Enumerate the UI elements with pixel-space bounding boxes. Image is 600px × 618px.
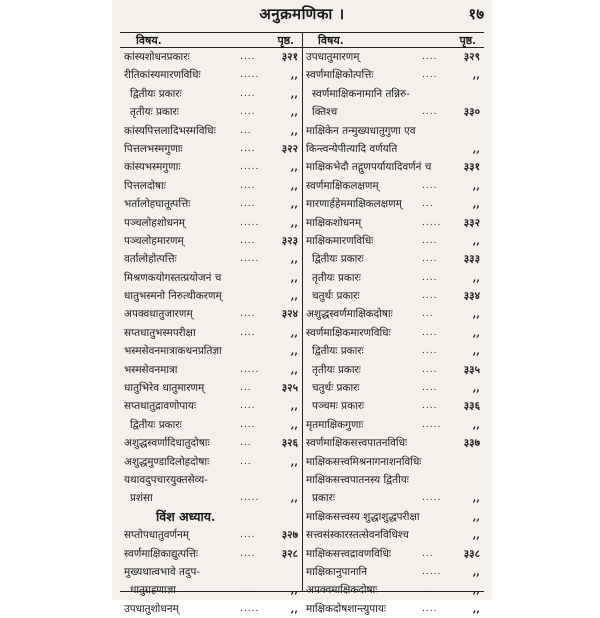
entry-page: ,, <box>290 161 298 174</box>
index-entry <box>120 361 302 379</box>
index-page <box>112 0 492 615</box>
entry-page: ३३६ <box>463 400 480 413</box>
index-entry <box>302 214 484 232</box>
index-entry <box>120 526 302 544</box>
index-entry <box>120 563 302 581</box>
index-entry <box>120 287 302 305</box>
entry-subject: माक्षिकसत्त्वस्य शुद्धाशुद्धपरीक्षा <box>306 510 420 523</box>
entry-subject: धातुभस्मनो निरुत्थीकरणम् <box>124 290 222 303</box>
leader-dots: ..... <box>422 217 442 228</box>
entry-page: ,, <box>290 179 298 192</box>
index-entry <box>302 177 484 195</box>
left-column-header <box>120 33 302 48</box>
leader-dots: .... <box>240 180 256 191</box>
entry-page: ,, <box>472 234 480 247</box>
entry-page: ,, <box>472 271 480 284</box>
index-entry <box>120 581 302 599</box>
entry-page: ,, <box>472 345 480 358</box>
entry-page: ,, <box>472 584 480 597</box>
leader-dots: ... <box>240 438 252 449</box>
index-entry <box>302 250 484 268</box>
entry-page: ३३१ <box>463 161 480 174</box>
entry-page: ,, <box>290 345 298 358</box>
entry-subject: कांस्यशोधनप्रकारः <box>124 51 190 63</box>
leader-dots: .... <box>422 107 438 118</box>
entry-subject: माक्षिकभेदौ तद्गुणपर्यायादिवर्णनं च <box>306 161 432 174</box>
entry-subject: मिश्रणकयोगस्तत्प्रयोजनं च <box>124 271 222 284</box>
entry-page: ,, <box>290 253 298 266</box>
leader-dots: .... <box>240 199 256 210</box>
leader-dots: ... <box>422 309 434 320</box>
leader-dots: .... <box>240 235 256 246</box>
index-entry <box>120 250 302 268</box>
entry-page: ,, <box>290 418 298 431</box>
index-entry <box>120 140 302 158</box>
entry-page: ,, <box>290 290 298 303</box>
entry-subject: अशुद्धस्वर्णादिधातुदोषाः <box>124 437 210 450</box>
entry-subject: द्वितीयः प्रकारः <box>312 253 364 266</box>
index-entry <box>120 545 302 563</box>
entry-subject: सप्तधातुद्रावणोपायः <box>124 400 197 413</box>
leader-dots: .... <box>240 530 256 541</box>
index-entry <box>302 526 484 544</box>
entry-page: ,, <box>290 492 298 505</box>
entry-subject: अपक्वमाक्षिकदोषाः <box>306 584 378 597</box>
entry-subject: स्वर्णमाक्षिकाद्युत्पत्तिः <box>124 547 198 560</box>
right-entries <box>302 48 484 618</box>
entry-subject: स्वर्णमाक्षिकलक्षणम् <box>306 179 379 192</box>
index-entry <box>302 342 484 360</box>
index-entry <box>302 66 484 84</box>
index-entry <box>302 85 484 103</box>
right-column <box>302 33 484 615</box>
leader-dots: .... <box>422 180 438 191</box>
index-entry <box>302 489 484 507</box>
entry-page: ,, <box>472 326 480 339</box>
leader-dots: .... <box>240 419 256 430</box>
index-entry <box>120 103 302 121</box>
leader-dots: .... <box>240 309 256 320</box>
leader-dots: ..... <box>240 70 260 81</box>
entry-page: ,, <box>472 492 480 505</box>
entry-subject: अपक्वधातुजारणम् <box>124 308 193 321</box>
leader-dots: ..... <box>422 493 442 504</box>
index-entry <box>120 85 302 103</box>
leader-dots: .... <box>240 327 256 338</box>
index-entry <box>302 103 484 121</box>
index-entry <box>120 397 302 415</box>
entry-page: ३३७ <box>463 437 480 450</box>
index-entry <box>120 214 302 232</box>
entry-page: ,, <box>290 69 298 82</box>
leader-dots: ..... <box>422 419 442 430</box>
entry-subject: पञ्चलोहमारणम् <box>124 234 184 247</box>
entry-subject: मारणार्हहेममाक्षिकलक्षणम् <box>306 198 402 211</box>
entry-subject: सप्तधातुभस्मपरीक्षा <box>124 326 196 339</box>
index-entry <box>120 66 302 84</box>
leader-dots: .... <box>422 383 438 394</box>
entry-page: ३२५ <box>281 382 298 395</box>
index-entry <box>120 416 302 434</box>
entry-page: ,, <box>290 198 298 211</box>
entry-subject: स्वर्णमाक्षिकसत्त्वपातनविधिः <box>306 437 408 450</box>
leader-dots: ... <box>422 548 434 559</box>
left-column <box>120 33 303 615</box>
leader-dots: ..... <box>422 566 442 577</box>
page-heading: पृष्ठ. <box>277 34 294 47</box>
entry-subject: विंश अध्याय. <box>156 508 216 524</box>
entry-page: ,, <box>472 69 480 82</box>
entry-subject: पित्तलदोषाः <box>124 179 166 192</box>
entry-page: ३३८ <box>463 547 480 560</box>
index-entry <box>120 232 302 250</box>
entry-page: ,, <box>472 602 480 615</box>
entry-page: ३३० <box>463 106 480 119</box>
index-entry <box>302 563 484 581</box>
entry-page: ,, <box>472 510 480 523</box>
subject-heading: विषय. <box>318 34 344 47</box>
index-entry <box>302 581 484 599</box>
leader-dots: ..... <box>240 217 260 228</box>
entry-page: ३३५ <box>463 363 480 376</box>
entry-page: ३३४ <box>463 290 480 303</box>
leader-dots: ... <box>422 199 434 210</box>
index-entry <box>302 471 484 489</box>
leader-dots: ..... <box>240 603 260 614</box>
entry-page: ३२७ <box>281 529 298 542</box>
entry-page: ,, <box>290 271 298 284</box>
entry-subject: तृतीयः प्रकारः <box>130 106 179 119</box>
entry-subject: द्वितीयः प्रकारः <box>130 418 182 431</box>
entry-page: ३२४ <box>281 308 298 321</box>
entry-subject: पित्तलभस्मगुणाः <box>124 142 183 155</box>
index-entry <box>120 489 302 507</box>
leader-dots: .... <box>240 401 256 412</box>
subject-heading: विषय. <box>136 34 162 47</box>
index-entry <box>120 48 302 66</box>
entry-subject: द्वितीयः प्रकारः <box>130 87 182 100</box>
leader-dots: .... <box>422 401 438 412</box>
entry-subject: माक्षिकानुपानानि <box>306 565 367 578</box>
right-column-header <box>302 33 484 48</box>
entry-page: ३२३ <box>281 234 298 247</box>
entry-subject: तृतीयः प्रकारः <box>312 271 361 284</box>
index-entry <box>120 305 302 323</box>
index-entry <box>302 508 484 526</box>
index-entry <box>302 48 484 66</box>
index-entry <box>120 324 302 342</box>
entry-page: ,, <box>290 326 298 339</box>
leader-dots: .... <box>240 52 256 62</box>
leader-dots: .... <box>240 143 256 154</box>
entry-subject: स्वर्णमाक्षिकोत्पत्तिः <box>306 69 374 82</box>
entry-subject: कांस्यभस्मगुणाः <box>124 161 181 174</box>
index-entry <box>120 195 302 213</box>
entry-page: ३२२ <box>281 142 298 155</box>
entry-page: ,, <box>290 216 298 229</box>
left-entries <box>120 48 302 618</box>
entry-subject: माक्षिकेन तन्मुख्यधातुगुणा एव <box>306 124 416 137</box>
index-entry <box>302 232 484 250</box>
entry-page: ,, <box>472 308 480 321</box>
index-entry <box>302 453 484 471</box>
entry-page: ,, <box>472 142 480 155</box>
index-entry <box>120 453 302 471</box>
entry-page: ,, <box>472 565 480 578</box>
entry-page: ,, <box>290 87 298 100</box>
leader-dots: ..... <box>240 493 260 504</box>
leader-dots: .... <box>422 70 438 81</box>
index-entry <box>302 379 484 397</box>
index-entry <box>302 287 484 305</box>
index-entry <box>302 545 484 563</box>
entry-page: ,, <box>290 124 298 137</box>
leader-dots: .... <box>240 585 256 596</box>
entry-subject: क्तिश्च <box>312 106 338 119</box>
index-entry <box>120 269 302 287</box>
leader-dots: ..... <box>240 162 260 173</box>
entry-page: ,, <box>472 529 480 542</box>
entry-subject: भस्मसेवनमात्राकथनप्रतिज्ञा <box>124 345 222 358</box>
leader-dots: .... <box>422 272 438 283</box>
entry-subject: किन्त्वन्येपीत्यादि वर्णयति <box>306 142 398 155</box>
index-entry <box>302 361 484 379</box>
index-entry <box>302 600 484 618</box>
index-entry <box>302 434 484 452</box>
index-entry <box>302 122 484 140</box>
index-entry <box>120 434 302 452</box>
leader-dots: ..... <box>240 364 260 375</box>
index-entry <box>120 471 302 489</box>
leader-dots: .... <box>422 603 438 614</box>
entry-page: ,, <box>290 400 298 413</box>
leader-dots: .... <box>240 107 256 118</box>
entry-subject: स्वर्णमाक्षिकनामानि तन्निरु- <box>312 87 410 100</box>
entry-subject: चतुर्थः प्रकारः <box>312 382 360 395</box>
leader-dots: .... <box>422 254 438 265</box>
entry-page: ३३३ <box>463 253 480 266</box>
index-entry <box>302 269 484 287</box>
entry-page: ,, <box>290 106 298 119</box>
leader-dots: .... <box>240 548 256 559</box>
entry-subject: माक्षिकसत्त्वमिश्रनागनाशनविधिः <box>306 455 422 468</box>
entry-subject: मुख्यधात्वभावे तदुप- <box>124 565 200 578</box>
index-entry <box>302 158 484 176</box>
leader-dots: ..... <box>240 254 260 265</box>
page-number: १७ <box>468 5 484 23</box>
entry-page: ३३२ <box>463 216 480 229</box>
entry-subject: धातुग्रहणाज्ञा <box>130 584 176 597</box>
index-entry <box>302 305 484 323</box>
index-entry <box>120 379 302 397</box>
entry-subject: माक्षिकदोषशान्त्युपायः <box>306 602 386 615</box>
index-entry <box>120 600 302 618</box>
leader-dots: ... <box>240 456 252 467</box>
entry-subject: माक्षिकसत्त्वपातनस्य द्वितीयः <box>306 473 409 486</box>
leader-dots: ... <box>240 383 252 394</box>
page-title: अनुक्रमणिका । <box>259 5 345 23</box>
leader-dots: .... <box>422 585 438 596</box>
entry-page: ,, <box>472 382 480 395</box>
leader-dots: .... <box>422 291 438 302</box>
entry-subject: उपधातुशोधनम् <box>124 602 179 615</box>
entry-subject: भर्तालोहघातूत्पत्तिः <box>124 198 191 211</box>
leader-dots: .... <box>422 327 438 338</box>
leader-dots: ... <box>240 125 252 136</box>
index-entry <box>302 416 484 434</box>
entry-subject: माक्षिकमारणविधिः <box>306 234 374 247</box>
index-entry <box>120 342 302 360</box>
entry-subject: धातुभिरेव धातुमारणम् <box>124 382 205 395</box>
entry-subject: सत्त्वसंस्कारस्तत्सेवनविधिश्च <box>306 529 409 542</box>
entry-page: ३२६ <box>281 437 298 450</box>
entry-subject: स्वर्णमाक्षिकमारणविधिः <box>306 326 391 339</box>
entry-subject: माक्षिकशोधनम् <box>306 216 362 229</box>
leader-dots: .... <box>422 52 438 62</box>
entry-subject: प्रकारः <box>312 492 335 505</box>
entry-subject: माक्षिकसत्त्वद्रावणविधिः <box>306 547 391 560</box>
entry-subject: तृतीयः प्रकारः <box>312 363 361 376</box>
entry-page: ,, <box>472 179 480 192</box>
chapter-heading <box>120 508 302 526</box>
leader-dots: .... <box>422 346 438 357</box>
leader-dots: .... <box>422 235 438 246</box>
entry-page: ३२८ <box>281 547 298 560</box>
entry-subject: रीतिकांस्यमारणविधिः <box>124 69 201 82</box>
entry-subject: द्वितीयः प्रकारः <box>312 345 364 358</box>
entry-page: ,, <box>472 418 480 431</box>
index-entry <box>120 177 302 195</box>
entry-subject: अशुद्धमुण्डादिलोहदोषाः <box>124 455 210 468</box>
entry-page: ,, <box>472 198 480 211</box>
entry-subject: पञ्चलोहशोधनम् <box>124 216 185 229</box>
entry-subject: चतुर्थः प्रकारः <box>312 290 360 303</box>
entry-subject: वर्तालोहोत्पत्तिः <box>124 253 177 266</box>
leader-dots: .... <box>422 364 438 375</box>
entry-page: ३२९ <box>463 51 480 63</box>
page-heading: पृष्ठ. <box>459 34 476 47</box>
leader-dots: .... <box>240 88 256 99</box>
index-entry <box>120 158 302 176</box>
entry-page: ३२१ <box>281 51 298 63</box>
entry-page: ,, <box>290 363 298 376</box>
index-entry <box>302 195 484 213</box>
index-entry <box>302 324 484 342</box>
entry-subject: कांस्यपित्तलादिभस्मविधिः <box>124 124 216 137</box>
index-entry <box>302 140 484 158</box>
entry-subject: प्रशंसा <box>130 492 153 505</box>
index-entry <box>302 397 484 415</box>
index-table <box>120 32 484 615</box>
entry-subject: भस्मसेवनमात्रा <box>124 363 178 376</box>
entry-page: ,, <box>290 584 298 597</box>
entry-subject: यथावदुपचारयुक्तसेव्य- <box>124 473 208 486</box>
entry-subject: उपधातुमारणम् <box>306 51 360 63</box>
entry-subject: अशुद्धस्वर्णमाक्षिकदोषाः <box>306 308 393 321</box>
index-entry <box>120 122 302 140</box>
entry-page: ,, <box>290 455 298 468</box>
entry-subject: सप्तोपधातुवर्णनम् <box>124 529 190 542</box>
entry-subject: मृतमाक्षिकगुणाः <box>306 418 364 431</box>
entry-subject: पञ्चमः प्रकारः <box>312 400 365 413</box>
entry-page: ,, <box>290 602 298 615</box>
